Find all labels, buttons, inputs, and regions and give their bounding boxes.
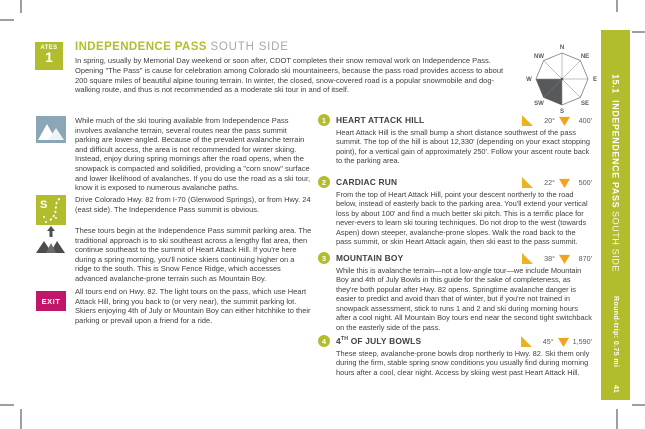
- route-name: CARDIAC RUN: [336, 177, 398, 187]
- compass-label-n: N: [559, 45, 565, 51]
- route-name: MOUNTAIN BOY: [336, 253, 404, 263]
- side-tab-title: [611, 74, 621, 272]
- route-description: Heart Attack Hill is the small bump a short distance southwest of the pass summit. The top of the hill is about 12,330' (depending on your exact stopping point), for a vertical gain of approximately 250'. Follow your ascent route back to the parking area.: [336, 128, 590, 166]
- info-text: Drive Colorado Hwy. 82 from I-70 (Glenwood Springs), or from Hwy. 24 (east side). The Independence Pass summit is obvious.: [75, 195, 311, 214]
- slope-angle-value: 20°: [544, 115, 555, 125]
- vertical-drop-icon: [558, 336, 569, 347]
- slope-angle-icon: [522, 253, 533, 264]
- side-tab-section: 15.1: [610, 74, 621, 94]
- route-item-4th-of-july-bowls: [318, 335, 592, 377]
- crop-mark: [616, 409, 618, 429]
- terrain-photo-icon: [36, 116, 66, 148]
- crop-mark: [632, 404, 645, 406]
- svg-text:SE: SE: [580, 101, 590, 107]
- vertical-drop-value: 500': [578, 177, 592, 187]
- start-icon: [36, 195, 66, 230]
- intro-paragraph: In spring, usually by Memorial Day weekend or soon after, CDOT completes their snow removal work on Independence Pass. Opening "The Pass" is cause for celebration among Colorado ski mountaineers, because the pass road provides access to about 200 square miles of beautiful alpine touring terrain. In winter, the closed, snow-covered road is a popular snowmobile and dog-walking route, and thus is not recommended as a moderate ski tour in and of itself.: [75, 56, 504, 95]
- exit-icon: [36, 287, 66, 311]
- svg-text:NE: NE: [580, 54, 590, 60]
- route-stats: [522, 177, 592, 188]
- info-block-start: [36, 195, 312, 230]
- route-stats: [521, 336, 592, 347]
- info-text: While much of the ski touring available from Independence Pass involves avalanche terrain, several routes near the pass summit parking are lower-angled. Because of the prevalent avalanche terrain and difficult access, the area is not recommended for winter skiing. Instead, enjoy during spring mornings after the road opens, when the snowpack is compacted and solidified, providing a "corn snow" surface and lower likelihood of avalanches. If you do use the road as a ski tour, know it is exposed to numerous avalanche paths.: [75, 116, 311, 193]
- crop-mark: [632, 31, 645, 33]
- route-item-cardiac-run: [318, 176, 592, 247]
- crop-mark: [20, 0, 22, 13]
- page-title-main: INDEPENDENCE PASS: [75, 41, 207, 53]
- page-title-sub: SOUTH SIDE: [210, 41, 289, 53]
- slope-angle-icon: [522, 177, 533, 188]
- slope-angle-icon: [521, 336, 532, 347]
- vertical-drop-value: 1,590': [572, 336, 592, 346]
- route-description: These steep, avalanche-prone bowls drop northerly to Hwy. 82. Ski them only during the firm, stable spring snow conditions you usually find during morning hours after a cool, clear night. Access by skiing west past Heart Attack Hill.: [336, 349, 590, 377]
- side-tab-route-name: INDEPENDENCE PASS: [610, 100, 621, 209]
- vertical-drop-icon: [559, 253, 570, 264]
- crop-mark: [0, 404, 14, 406]
- info-text: These tours begin at the Independence Pass summit parking area. The traditional approach is to ski southeast across a lengthy flat area, then continue southeast to the summit of Heart Attack Hill. If you're here during a spring morning, you'll notice skiers continuing higher on a ridge to the south. This is Snow Fence Ridge, which accesses advanced avalanche-prone terrain such as Mountain Boy.: [75, 226, 312, 283]
- slope-angle-value: 22°: [544, 177, 555, 187]
- vertical-drop-icon: [559, 115, 570, 126]
- info-block-overview: [36, 116, 312, 193]
- svg-text:SW: SW: [534, 101, 544, 107]
- ates-level: 1: [45, 49, 53, 65]
- ates-label: ATES: [40, 45, 58, 51]
- route-header: [318, 252, 592, 264]
- crop-mark: [20, 409, 22, 429]
- route-description: From the top of Heart Attack Hill, point your descent northerly to the road below, instead of easterly back to the parking area. You'll extend your vertical loss by about 100' and find a much better ski pitch. This is a terrific place for never-evers to learn ski touring techniques. Do not drop to the west (towards Aspen) down steeper, avalanche-prone slopes. Walk the road back to the pass summit, or skin Heart Attack again, then ski east to the pass summit.: [336, 190, 588, 247]
- ates-rating-badge: [35, 42, 63, 70]
- route-header: [318, 114, 592, 126]
- route-description: While this is avalanche terrain—not a low-angle tour—we include Mountain Boy and 4th of July Bowls in this guide for the sake of completeness, as they're both popular after Hwy. 82 opens. Springtime avalanche danger is easier to predict and avoid than that of winter, but if you're not trained in snowpack assessment, stick to runs 1 and 2 and ski during morning hours after a cool night. All Mountain Boy tours end near the second tight switchback on the easterly side of the pass.: [336, 266, 592, 332]
- route-item-mountain-boy: [318, 252, 592, 332]
- route-name: HEART ATTACK HILL: [336, 115, 425, 125]
- vertical-drop-value: 400': [578, 115, 592, 125]
- route-number-badge: 1: [318, 114, 330, 126]
- route-number-badge: 3: [318, 252, 330, 264]
- info-text: All tours end on Hwy. 82. The light tours on the pass, which use Heart Attack Hill, bring you back to (or very near), the summit parking lot. Skiers enjoying 4th of July or Mountain Boy can either hitchhike to their parking or prevail upon a friend for a ride.: [75, 287, 311, 325]
- route-name: 4TH OF JULY BOWLS: [336, 336, 422, 346]
- page-number: 41: [612, 385, 619, 393]
- ascent-icon: [36, 226, 66, 259]
- chapter-side-tab: [601, 30, 630, 400]
- route-header: [318, 335, 592, 347]
- svg-text:S: S: [40, 199, 48, 211]
- vertical-drop-value: 870': [578, 253, 592, 263]
- crop-mark: [616, 0, 618, 12]
- slope-angle-value: 45°: [542, 336, 554, 346]
- compass-rose: [520, 40, 604, 118]
- info-block-approach: [36, 226, 312, 284]
- route-header: [318, 176, 592, 188]
- page-title: [75, 41, 289, 53]
- svg-text:NW: NW: [534, 54, 544, 60]
- side-tab-roundtrip-stat: Round-trip: 0.75 mi: [612, 296, 619, 368]
- svg-text:S: S: [559, 109, 565, 115]
- side-tab-route-subtitle: SOUTH SIDE: [610, 211, 621, 273]
- route-number-badge: 4: [318, 335, 330, 347]
- route-item-heart-attack-hill: [318, 114, 592, 166]
- vertical-drop-icon: [559, 177, 570, 188]
- info-block-exit: [36, 287, 312, 325]
- route-number-badge: 2: [318, 176, 330, 188]
- exit-icon-label: EXIT: [36, 291, 66, 311]
- slope-angle-value: 38°: [544, 253, 555, 263]
- svg-text:E: E: [592, 77, 598, 83]
- slope-angle-icon: [522, 115, 533, 126]
- route-stats: [522, 115, 592, 126]
- crop-mark: [0, 19, 14, 21]
- svg-text:W: W: [526, 77, 532, 83]
- route-stats: [522, 253, 592, 264]
